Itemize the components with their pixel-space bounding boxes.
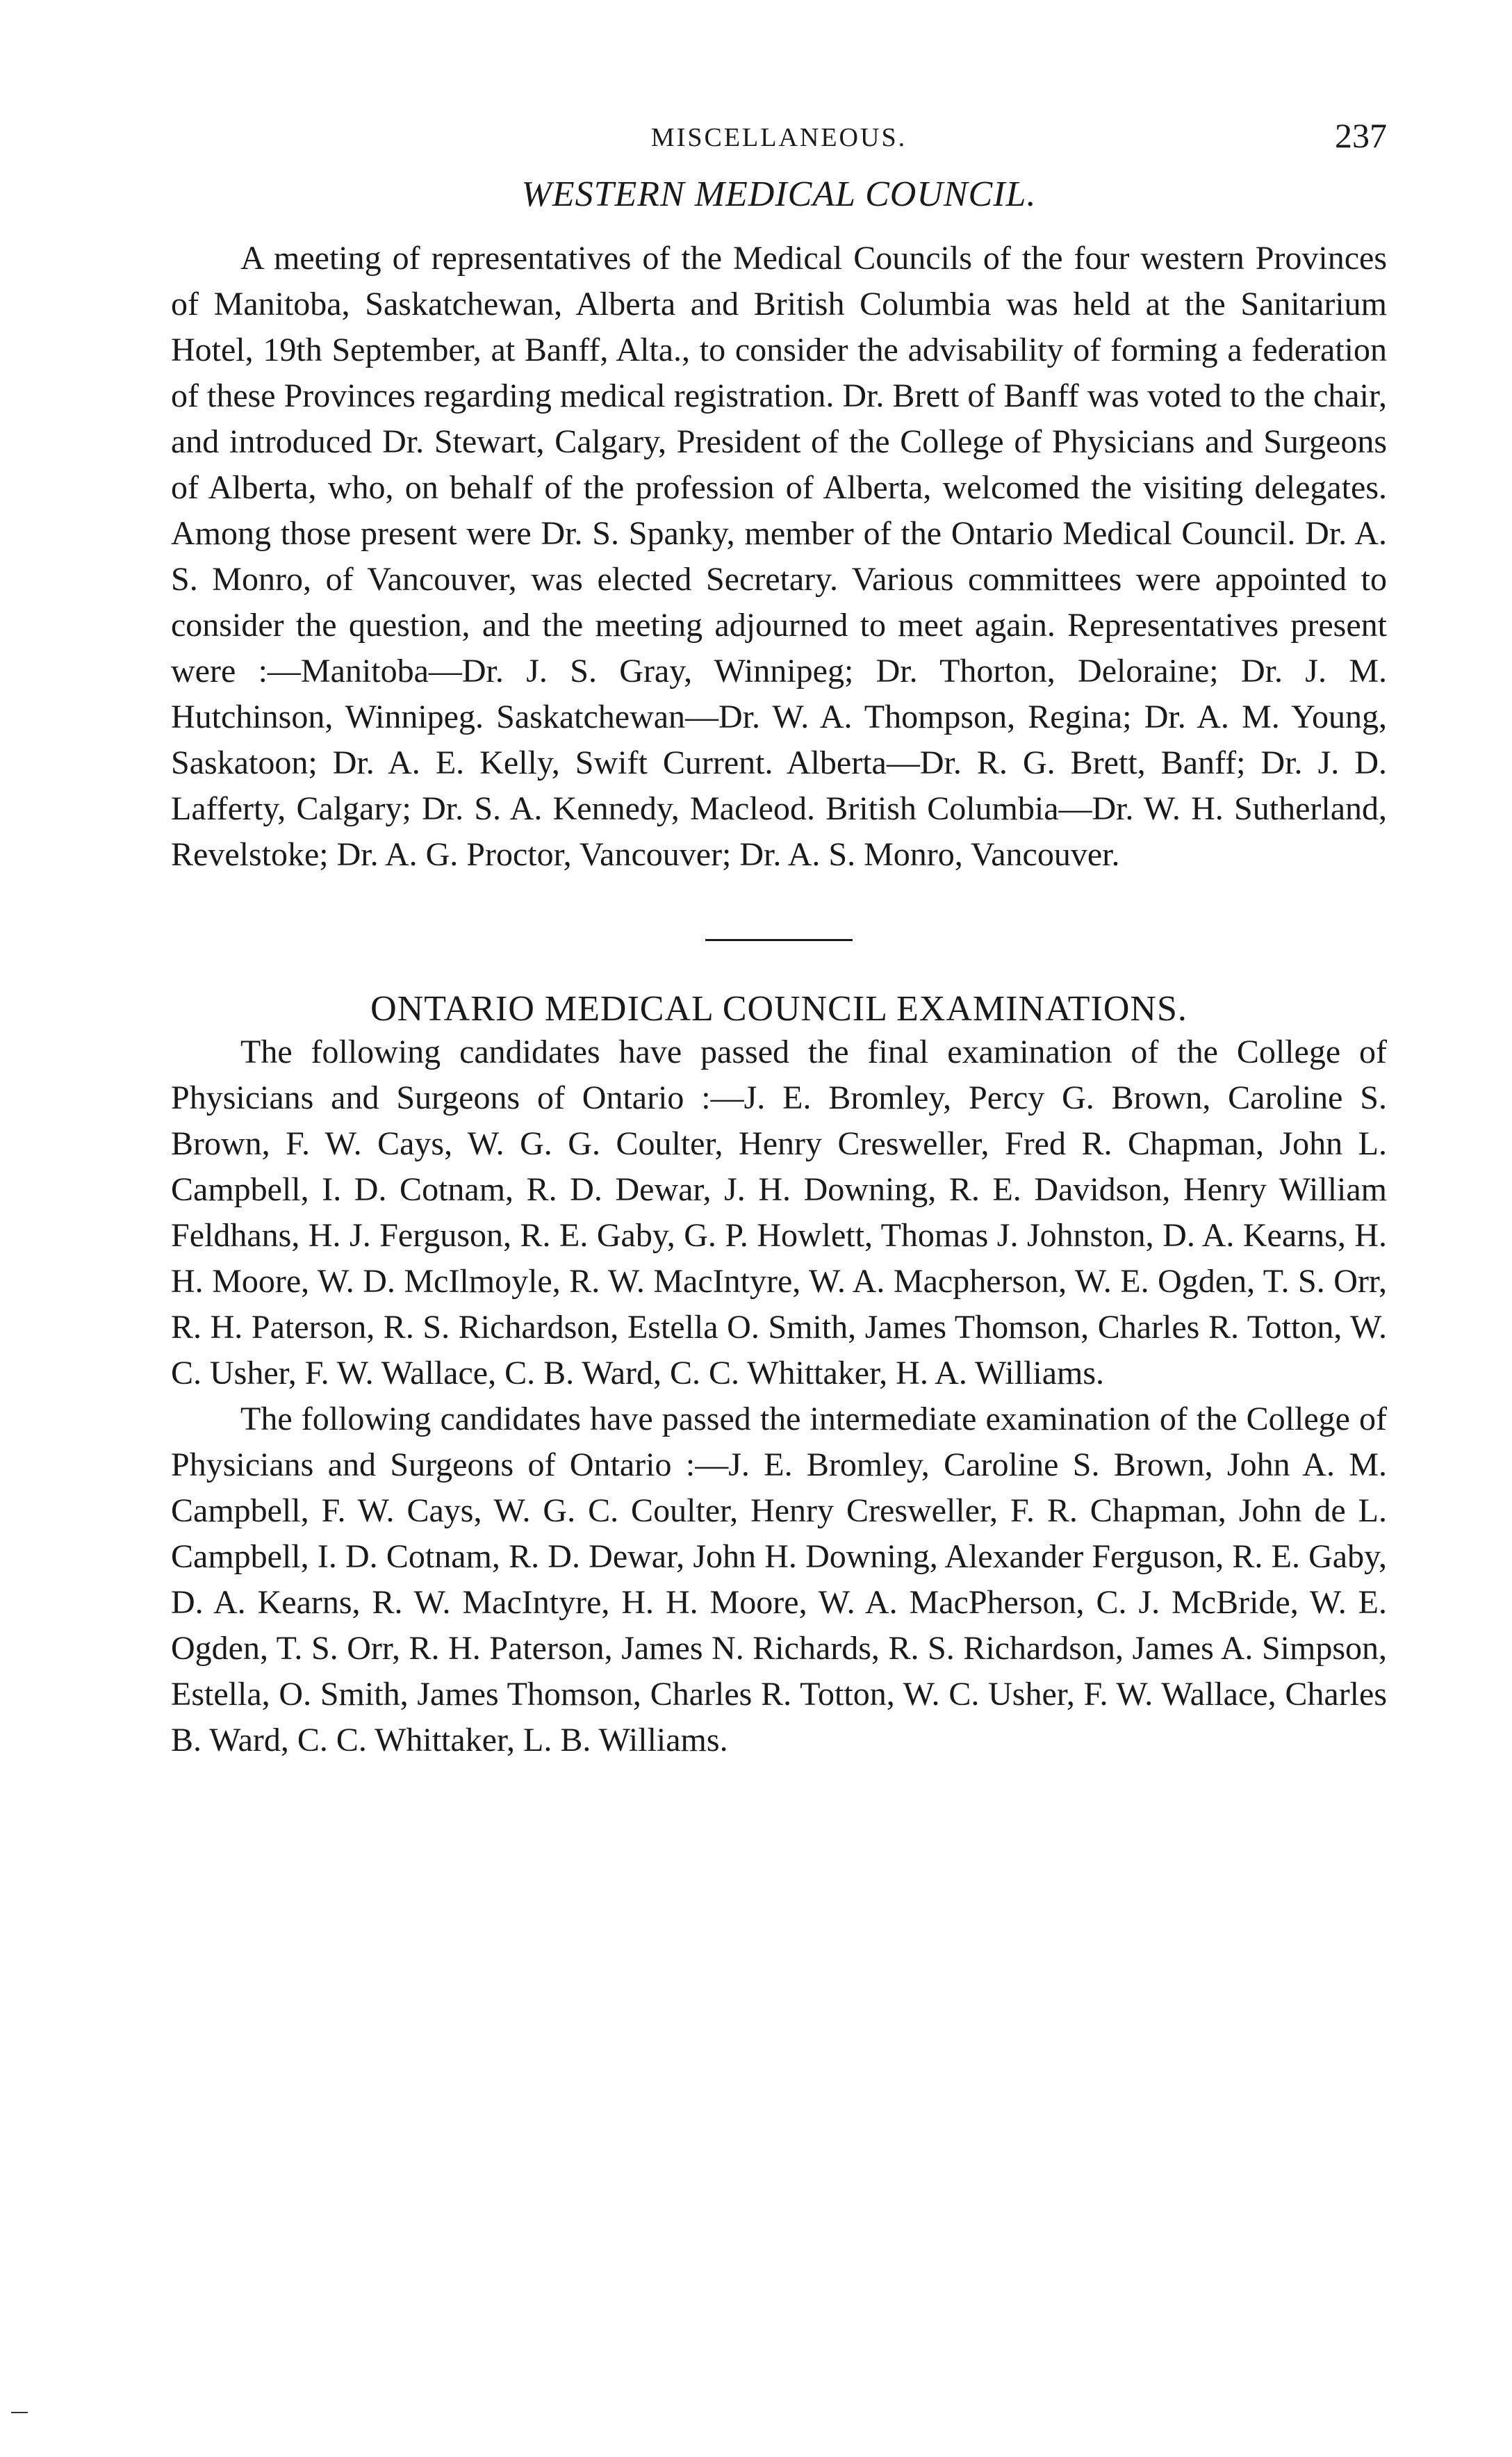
paragraph-western-medical-council: A meeting of representatives of the Medical Councils of the four western Provinces of Manitoba, Saskatchewan, Alberta and British Columbia was held at the Sanitarium Hotel, 19th September, at Banff, Alta., to consider the advisability of forming a federation of these Provinces regarding medical registration. Dr. Brett of Banff was voted to the chair, and introduced Dr. Stewart, Calgary, President of the College of Physicians and Surgeons of Alberta, who, on behalf of the profession of Alberta, welcomed the visiting delegates. Among those present were Dr. S. Spanky, member of the Ontario Medical Council. Dr. A. S. Monro, of Vancouver, was elected Secretary. Various committees were appointed to consider the question, and the meeting adjourned to meet again. Representatives present were :—Manitoba—Dr. J. S. Gray, Winnipeg; Dr. Thorton, Deloraine; Dr. J. M. Hutchinson, Winnipeg. Saskatchewan—Dr. W. A. Thompson, Regina; Dr. A. M. Young, Saskatoon; Dr. A. E. Kelly, Swift Current. Alberta—Dr. R. G. Brett, Banff; Dr. J. D. Lafferty, Calgary; Dr. S. A. Kennedy, Macleod. British Columbia—Dr. W. H. Sutherland, Revelstoke; Dr. A. G. Proctor, Vancouver; Dr. A. S. Monro, Vancouver. — [171, 240, 1388, 873]
section-divider — [705, 939, 853, 941]
paragraph-final-examination: The following candidates have passed the final examination of the College of Physicians and Surgeons of Ontario :—J. E. Bromley, Percy G. Brown, Caroline S. Brown, F. W. Cays, W. G. G. Coulter, Henry Cresweller, Fred R. Chapman, John L. Campbell, I. D. Cotnam, R. D. Dewar, J. H. Downing, R. E. Davidson, Henry William Feldhans, H. J. Ferguson, R. E. Gaby, G. P. Howlett, Thomas J. Johnston, D. A. Kearns, H. H. Moore, W. D. McIlmoyle, R. W. MacIntyre, W. A. Macpherson, W. E. Ogden, T. S. Orr, R. H. Paterson, R. S. Richardson, Estella O. Smith, James Thomson, Charles R. Totton, W. C. Usher, F. W. Wallace, C. B. Ward, C. C. Whittaker, H. A. Williams. — [171, 1034, 1387, 1391]
book-page — [171, 111, 1387, 1763]
section-title-western-medical-council: WESTERN MEDICAL COUNCIL. — [521, 174, 1037, 214]
running-head — [171, 111, 1387, 160]
paragraph-intermediate-examination: The following candidates have passed the intermediate examination of the College of Physicians and Surgeons of Ontario :—J. E. Bromley, Caroline S. Brown, John A. M. Campbell, F. W. Cays, W. G. C. Coulter, Henry Cresweller, F. R. Chapman, John de L. Campbell, I. D. Cotnam, R. D. Dewar, John H. Downing, Alexander Ferguson, R. E. Gaby, D. A. Kearns, R. W. MacIntyre, H. H. Moore, W. A. MacPherson, C. J. McBride, W. E. Ogden, T. S. Orr, R. H. Paterson, James N. Richards, R. S. Richardson, James A. Simpson, Estella, O. Smith, James Thomson, Charles R. Totton, W. C. Usher, F. W. Wallace, Charles B. Ward, C. C. Whittaker, L. B. Williams. — [171, 1401, 1387, 1758]
running-title: MISCELLANEOUS. — [650, 123, 907, 152]
page-number: 237 — [1335, 116, 1387, 155]
section-title-ontario-examinations: ONTARIO MEDICAL COUNCIL EXAMINATIONS. — [370, 989, 1188, 1029]
scan-edge-mark — [11, 2412, 28, 2413]
